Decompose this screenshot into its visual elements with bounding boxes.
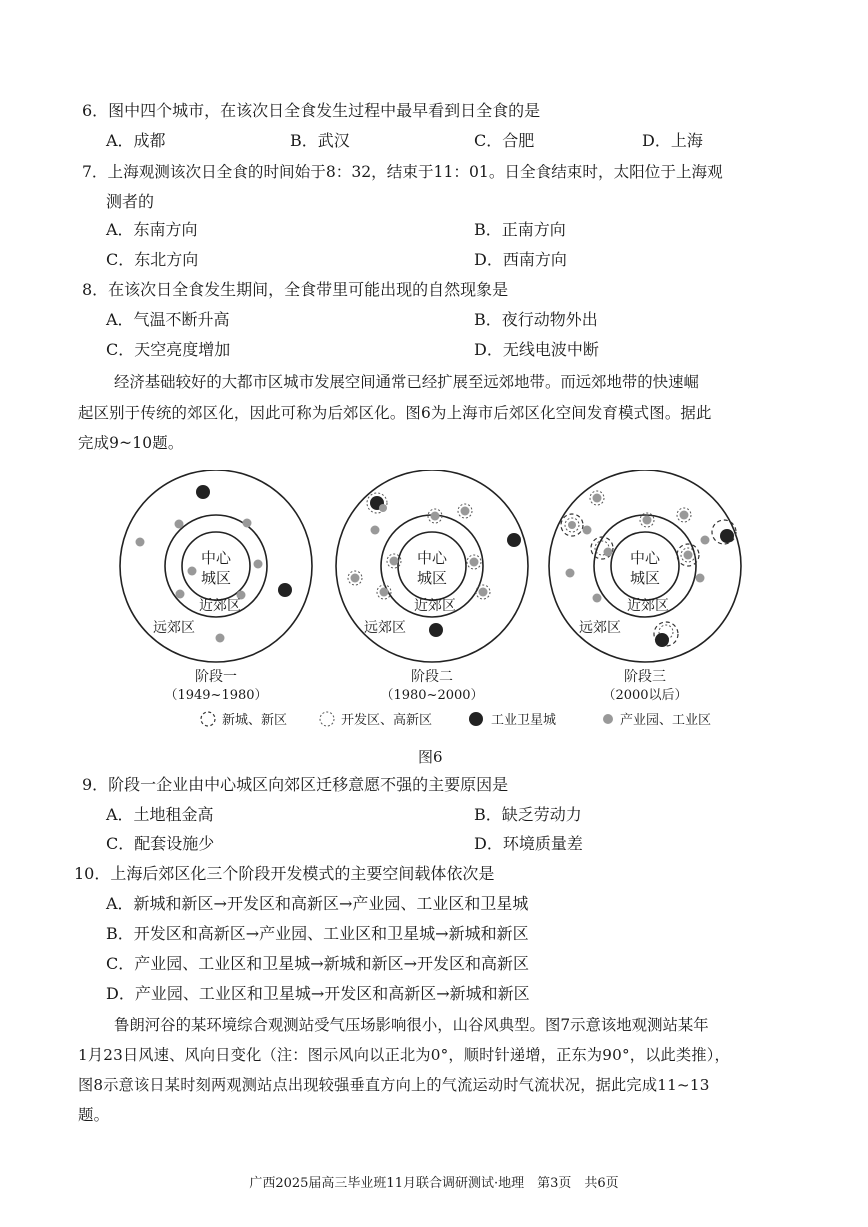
stage3-center-label-1: 中心 <box>629 549 661 567</box>
stage3-name: 阶段三 <box>624 669 666 685</box>
q10-stem: 10．上海后郊区化三个阶段开发模式的主要空间载体依次是 <box>74 864 495 883</box>
q8-stem: 8．在该次日全食发生期间，全食带里可能出现的自然现象是 <box>82 280 509 299</box>
industrial-satellite-city-marker <box>655 633 669 647</box>
legend-dev-zone-icon <box>320 712 334 726</box>
industrial-park-marker <box>390 557 399 566</box>
figure6-caption: 图6 <box>418 748 443 766</box>
q10-option-a: A．新城和新区→开发区和高新区→产业园、工业区和卫星城 <box>106 894 529 913</box>
legend-new-town-label: 新城、新区 <box>222 713 288 728</box>
q9-stem: 9．阶段一企业由中心城区向郊区迁移意愿不强的主要原因是 <box>82 775 509 794</box>
industrial-park-marker <box>593 494 602 503</box>
q7-option-b: B．正南方向 <box>474 220 566 239</box>
industrial-park-marker <box>680 511 689 520</box>
figure6-diagram <box>100 470 780 740</box>
industrial-park-marker <box>696 574 705 583</box>
passage1-line1: 经济基础较好的大都市区城市发展空间通常已经扩展至远郊地带。而远郊地带的快速崛 <box>114 373 699 391</box>
industrial-park-marker <box>566 569 575 578</box>
q7-option-c: C．东北方向 <box>106 250 199 269</box>
passage2-line3: 图8示意该日某时刻两观测站点出现较强垂直方向上的气流运动时气流状况，据此完成11~13 <box>78 1076 710 1094</box>
q6-option-c: C．合肥 <box>474 131 535 150</box>
stage1-far-label: 远郊区 <box>153 620 195 636</box>
q7-stem: 7．上海观测该次日全食的时间始于8：32，结束于11：01。日全食结束时，太阳位于上海观 <box>82 163 723 181</box>
stage2-far-label: 远郊区 <box>364 620 406 636</box>
legend-industrial-park-label: 产业园、工业区 <box>620 713 712 728</box>
industrial-satellite-city-marker <box>507 533 521 547</box>
industrial-park-marker <box>604 548 613 557</box>
stage1-period: （1949~1980） <box>164 688 268 703</box>
stage2-period: （1980~2000） <box>380 688 484 703</box>
industrial-park-marker <box>479 588 488 597</box>
industrial-park-marker <box>431 512 440 521</box>
industrial-park-marker <box>243 519 252 528</box>
q6-option-a: A．成都 <box>106 131 166 150</box>
industrial-park-marker <box>593 594 602 603</box>
q7-option-d: D．西南方向 <box>474 250 567 269</box>
stage3-near-label: 近郊区 <box>627 598 669 614</box>
figure6-legend <box>201 712 711 728</box>
q6-option-b: B．武汉 <box>290 131 350 150</box>
passage2-line2: 1月23日风速、风向日变化（注：图示风向以正北为0°，顺时针递增，正东为90°，以此类推）， <box>78 1046 730 1064</box>
legend-satellite-city-label: 工业卫星城 <box>491 713 557 728</box>
industrial-satellite-city-marker <box>429 623 443 637</box>
legend-satellite-city-icon <box>469 712 483 726</box>
industrial-park-marker <box>568 521 576 529</box>
q10-option-d: D．产业园、工业区和卫星城→开发区和高新区→新城和新区 <box>106 984 530 1003</box>
industrial-park-marker <box>371 526 380 535</box>
legend-industrial-park-icon <box>603 714 613 724</box>
passage2-line4: 题。 <box>78 1106 110 1124</box>
industrial-satellite-city-marker <box>720 529 734 543</box>
stage3-period: （2000以后） <box>602 688 688 703</box>
stage1-center-label-2: 城区 <box>200 569 232 587</box>
q8-option-b: B．夜行动物外出 <box>474 310 598 329</box>
q8-option-a: A．气温不断升高 <box>106 310 230 329</box>
q7-option-a: A．东南方向 <box>106 220 198 239</box>
industrial-park-marker <box>176 590 185 599</box>
q8-option-c: C．天空亮度增加 <box>106 340 231 359</box>
industrial-park-marker <box>701 536 710 545</box>
q10-option-b: B．开发区和高新区→产业园、工业区和卫星城→新城和新区 <box>106 924 529 943</box>
q6-option-d: D．上海 <box>642 131 703 150</box>
passage1-line2: 起区别于传统的郊区化，因此可称为后郊区化。图6为上海市后郊区化空间发育模式图。据此 <box>78 404 712 422</box>
industrial-park-marker <box>380 588 389 597</box>
industrial-park-marker <box>470 558 479 567</box>
industrial-park-marker <box>583 526 592 535</box>
legend-new-town-icon <box>201 712 215 726</box>
industrial-satellite-city-marker <box>278 583 292 597</box>
q9-option-a: A．土地租金高 <box>106 805 214 824</box>
stage1-name: 阶段一 <box>195 669 237 685</box>
legend-dev-zone-label: 开发区、高新区 <box>341 713 433 728</box>
industrial-park-marker <box>643 516 652 525</box>
q8-option-d: D．无线电波中断 <box>474 340 599 359</box>
q6-stem: 6．图中四个城市，在该次日全食发生过程中最早看到日全食的是 <box>82 101 541 120</box>
stage2-center-label-1: 中心 <box>416 549 448 567</box>
stage1-center-label-1: 中心 <box>200 549 232 567</box>
industrial-park-marker <box>351 574 360 583</box>
stage2-name: 阶段二 <box>411 669 453 685</box>
q9-option-d: D．环境质量差 <box>474 834 583 853</box>
passage1-line3: 完成9~10题。 <box>78 434 184 452</box>
industrial-park-marker <box>136 538 145 547</box>
stage3-center-label-2: 城区 <box>629 569 661 587</box>
page-footer: 广西2025届高三毕业班11月联合调研测试·地理 第3页 共6页 <box>249 1176 619 1191</box>
stage2-center-label-2: 城区 <box>416 569 448 587</box>
q7-stem-cont: 测者的 <box>106 192 155 211</box>
industrial-park-marker <box>254 560 263 569</box>
industrial-park-marker <box>684 551 693 560</box>
stage1-near-label: 近郊区 <box>199 598 241 614</box>
industrial-park-marker <box>379 504 387 512</box>
industrial-park-marker <box>461 507 470 516</box>
stage3-far-label: 远郊区 <box>579 620 621 636</box>
stage2-near-label: 近郊区 <box>414 598 456 614</box>
q9-option-b: B．缺乏劳动力 <box>474 805 582 824</box>
industrial-park-marker <box>175 520 184 529</box>
q10-option-c: C．产业园、工业区和卫星城→新城和新区→开发区和高新区 <box>106 954 530 973</box>
industrial-park-marker <box>216 634 225 643</box>
q9-option-c: C．配套设施少 <box>106 834 215 853</box>
industrial-park-marker <box>188 567 197 576</box>
passage2-line1: 鲁朗河谷的某环境综合观测站受气压场影响很小，山谷风典型。图7示意该地观测站某年 <box>114 1016 709 1034</box>
industrial-satellite-city-marker <box>196 485 210 499</box>
